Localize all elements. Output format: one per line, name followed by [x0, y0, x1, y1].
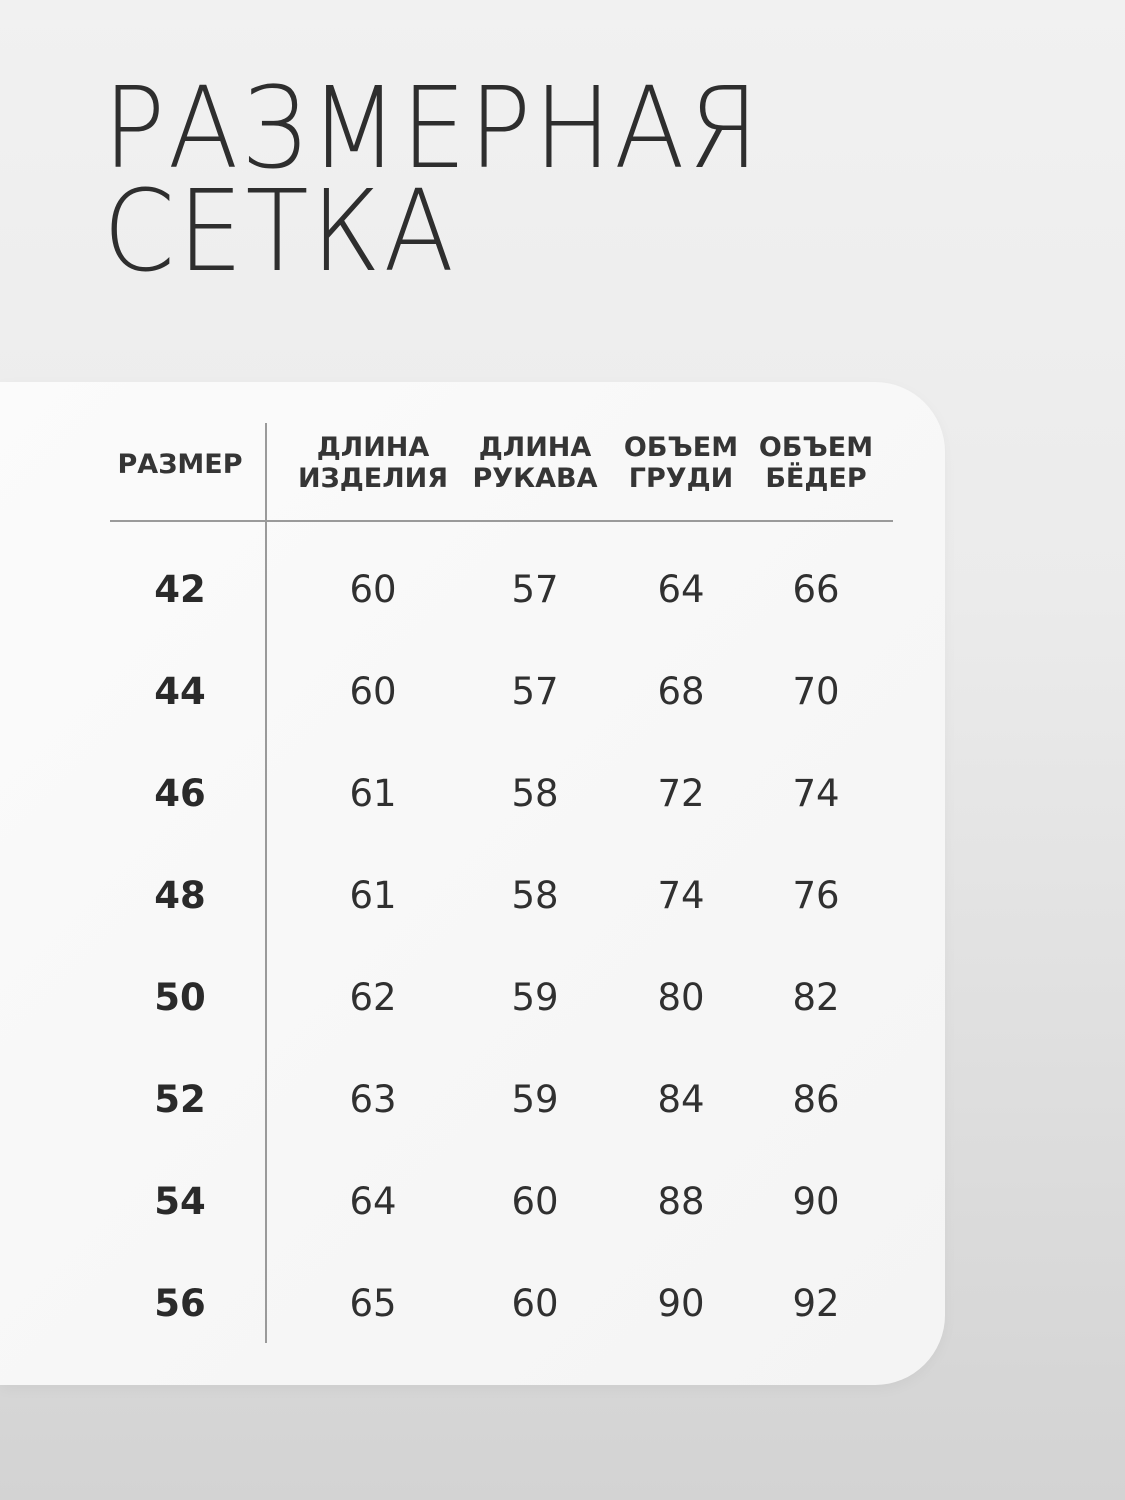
cell-hips: 66: [792, 568, 840, 611]
cell-chest: 88: [657, 1180, 705, 1223]
cell-product-length: 60: [349, 670, 397, 713]
cell-size: 44: [154, 670, 206, 713]
cell-size: 46: [154, 772, 206, 815]
cell-chest: 68: [657, 670, 705, 713]
table-row: [0, 560, 945, 620]
table-row: [0, 764, 945, 824]
table-row: [0, 866, 945, 926]
header-hips-line-1: ОБЪЕМ: [758, 432, 874, 463]
cell-sleeve-length: 57: [511, 670, 559, 713]
cell-chest: 74: [657, 874, 705, 917]
cell-sleeve-length: 57: [511, 568, 559, 611]
cell-chest: 72: [657, 772, 705, 815]
header-hips-line-2: БЁДЕР: [765, 463, 867, 494]
cell-size: 56: [154, 1282, 206, 1325]
cell-sleeve-length: 59: [511, 976, 559, 1019]
header-product-length-line-2: ИЗДЕЛИЯ: [297, 463, 449, 494]
table-row: [0, 1274, 945, 1334]
cell-sleeve-length: 59: [511, 1078, 559, 1121]
header-sleeve-length-line-1: ДЛИНА: [478, 432, 592, 463]
header-size: [110, 449, 250, 480]
header-chest-line-2: ГРУДИ: [628, 463, 734, 494]
header-chest: [616, 432, 746, 494]
cell-product-length: 65: [349, 1282, 397, 1325]
cell-product-length: 61: [349, 874, 397, 917]
cell-hips: 82: [792, 976, 840, 1019]
table-row: [0, 1172, 945, 1232]
cell-sleeve-length: 58: [511, 772, 559, 815]
header-sleeve-length: [460, 432, 610, 494]
cell-product-length: 61: [349, 772, 397, 815]
cell-chest: 90: [657, 1282, 705, 1325]
header-chest-line-1: ОБЪЕМ: [623, 432, 739, 463]
header-hips: [751, 432, 881, 494]
cell-chest: 84: [657, 1078, 705, 1121]
table-row: [0, 1070, 945, 1130]
cell-size: 50: [154, 976, 206, 1019]
cell-size: 54: [154, 1180, 206, 1223]
cell-hips: 92: [792, 1282, 840, 1325]
cell-size: 48: [154, 874, 206, 917]
header-sleeve-length-line-2: РУКАВА: [472, 463, 598, 494]
cell-hips: 76: [792, 874, 840, 917]
cell-sleeve-length: 60: [511, 1180, 559, 1223]
cell-chest: 64: [657, 568, 705, 611]
cell-hips: 90: [792, 1180, 840, 1223]
title-line-1: РАЗМЕРНАЯ: [103, 64, 762, 194]
cell-size: 52: [154, 1078, 206, 1121]
cell-size: 42: [154, 568, 206, 611]
cell-product-length: 60: [349, 568, 397, 611]
header-size-label: РАЗМЕР: [117, 449, 243, 480]
cell-sleeve-length: 60: [511, 1282, 559, 1325]
table-row: [0, 968, 945, 1028]
cell-product-length: 64: [349, 1180, 397, 1223]
cell-hips: 74: [792, 772, 840, 815]
page-title: [103, 64, 762, 297]
cell-chest: 80: [657, 976, 705, 1019]
cell-hips: 70: [792, 670, 840, 713]
title-line-2: СЕТКА: [103, 167, 457, 297]
cell-hips: 86: [792, 1078, 840, 1121]
cell-product-length: 62: [349, 976, 397, 1019]
table-row: [0, 662, 945, 722]
header-divider: [110, 520, 893, 522]
header-product-length-line-1: ДЛИНА: [316, 432, 430, 463]
cell-product-length: 63: [349, 1078, 397, 1121]
cell-sleeve-length: 58: [511, 874, 559, 917]
header-product-length: [293, 432, 453, 494]
